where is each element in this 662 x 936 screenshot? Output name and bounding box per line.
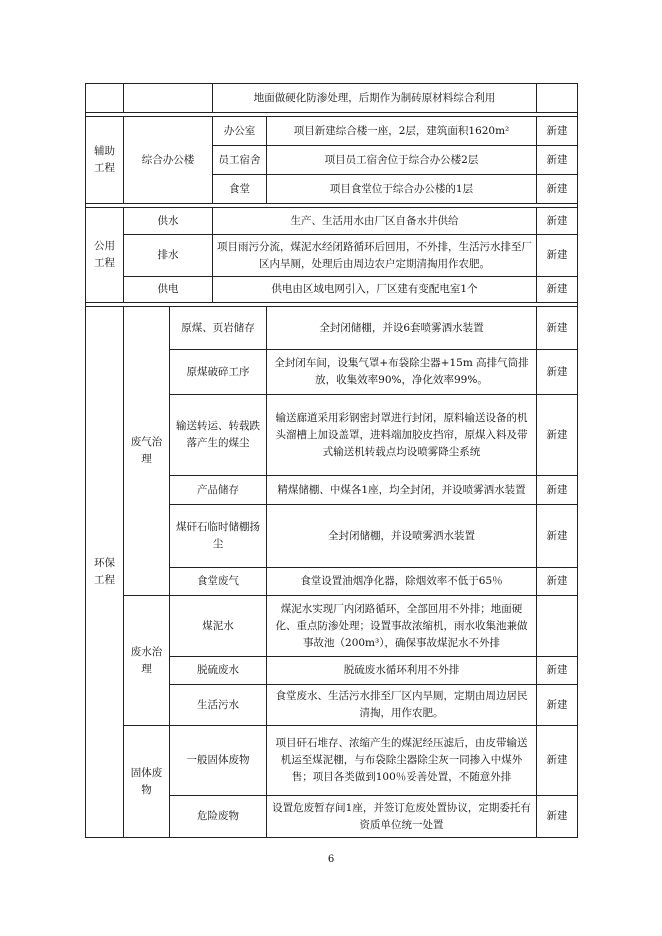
- status: 新建: [537, 568, 578, 596]
- status: 新建: [537, 117, 578, 146]
- category-public: 公用工程: [86, 208, 124, 303]
- status: 新建: [537, 146, 578, 175]
- item-desc: 全封闭储棚，并设喷雾洒水装置: [267, 505, 537, 568]
- project-table: [85, 83, 578, 838]
- sub-office-building: 综合办公楼: [124, 117, 213, 204]
- item-desc: 输送廊道采用彩钢密封罩进行封闭，原料输送设备的机头溜槽上加设盖罩，进料端加胶皮挡帘，原煤入料及带式输送机转载点均设喷雾降尘系统: [267, 395, 537, 476]
- item-desc: 项目雨污分流，煤泥水经闭路循环后回用，不外排，生活污水排至厂区内旱厕，处理后由周边农户定期清掏用作农肥。: [213, 235, 537, 277]
- table-row: [86, 208, 578, 235]
- item-desc: 项目新建综合楼一座，2层，建筑面积1620m²: [267, 117, 537, 146]
- page-number: 6: [327, 854, 335, 865]
- item-name: 食堂废气: [170, 568, 267, 596]
- item-name: 生活污水: [170, 685, 267, 726]
- status: 新建: [537, 175, 578, 204]
- table-row: [86, 726, 578, 796]
- table-row: [86, 277, 578, 303]
- item-name: 供水: [124, 208, 213, 235]
- item-name: 食堂: [213, 175, 267, 204]
- status: 新建: [537, 235, 578, 277]
- item-name: 一般固体废物: [170, 726, 267, 796]
- item-desc: 精煤储棚、中煤各1座，均全封闭，并设喷雾洒水装置: [267, 476, 537, 505]
- table-row: [86, 596, 578, 657]
- table-row: [86, 84, 578, 113]
- item-name: 员工宿舍: [213, 146, 267, 175]
- status: 新建: [537, 796, 578, 838]
- status: 新建: [537, 307, 578, 350]
- item-desc: 煤泥水实现厂内闭路循环，全部回用不外排；地面硬化、重点防渗处理；设置事故浓缩机，雨水收集池兼做事故池（200m³），确保事故煤泥水不外排: [267, 596, 537, 657]
- item-name: 输送转运、转载跌落产生的煤尘: [170, 395, 267, 476]
- status: 新建: [537, 208, 578, 235]
- category-env: 环保工程: [86, 307, 124, 838]
- status: [537, 596, 578, 657]
- item-desc: 设置危废暂存间1座，并签订危废处置协议，定期委托有资质单位统一处置: [267, 796, 537, 838]
- item-name: 危险废物: [170, 796, 267, 838]
- item-desc: 脱硫废水循环利用不外排: [267, 657, 537, 685]
- sub-gas: 废气治理: [124, 307, 170, 596]
- item-name: 煤泥水: [170, 596, 267, 657]
- item-name: 供电: [124, 277, 213, 303]
- status: 新建: [537, 726, 578, 796]
- item-name: 产品储存: [170, 476, 267, 505]
- status: 新建: [537, 395, 578, 476]
- item-desc: 生产、生活用水由厂区自备水井供给: [213, 208, 537, 235]
- item-desc: 供电由区域电网引入，厂区建有变配电室1个: [213, 277, 537, 303]
- sub-solid: 固体废物: [124, 726, 170, 838]
- status: 新建: [537, 277, 578, 303]
- item-desc: 全封闭储棚，并设6套喷雾洒水装置: [267, 307, 537, 350]
- item-desc: 全封闭车间，设集气罩+布袋除尘器+15m 高排气筒排放，收集效率90%，净化效率99%。: [267, 350, 537, 395]
- table-row: [86, 235, 578, 277]
- item-name: 原煤、页岩储存: [170, 307, 267, 350]
- item-desc: 食堂废水、生活污水排至厂区内旱厕，定期由周边居民清掏，用作农肥。: [267, 685, 537, 726]
- item-name: 办公室: [213, 117, 267, 146]
- item-name: 煤矸石临时储棚扬尘: [170, 505, 267, 568]
- category-aux: 辅助工程: [86, 117, 124, 204]
- item-desc: 项目食堂位于综合办公楼的1层: [267, 175, 537, 204]
- cell-desc: 地面做硬化防渗处理，后期作为制砖原材料综合利用: [213, 84, 537, 113]
- item-name: 原煤破碎工序: [170, 350, 267, 395]
- status: 新建: [537, 685, 578, 726]
- table-row: [86, 307, 578, 350]
- item-desc: 食堂设置油烟净化器，除烟效率不低于65％: [267, 568, 537, 596]
- item-desc: 项目矸石堆存、浓缩产生的煤泥经压滤后，由皮带输送机运至煤泥棚，与布袋除尘器除尘灰一同掺入中煤外售；项目各类做到100％妥善处置，不随意外排: [267, 726, 537, 796]
- sub-water: 废水治理: [124, 596, 170, 726]
- status: 新建: [537, 657, 578, 685]
- status: 新建: [537, 350, 578, 395]
- item-name: 排水: [124, 235, 213, 277]
- item-name: 脱硫废水: [170, 657, 267, 685]
- table-row: [86, 117, 578, 146]
- status: 新建: [537, 476, 578, 505]
- status: 新建: [537, 505, 578, 568]
- item-desc: 项目员工宿舍位于综合办公楼2层: [267, 146, 537, 175]
